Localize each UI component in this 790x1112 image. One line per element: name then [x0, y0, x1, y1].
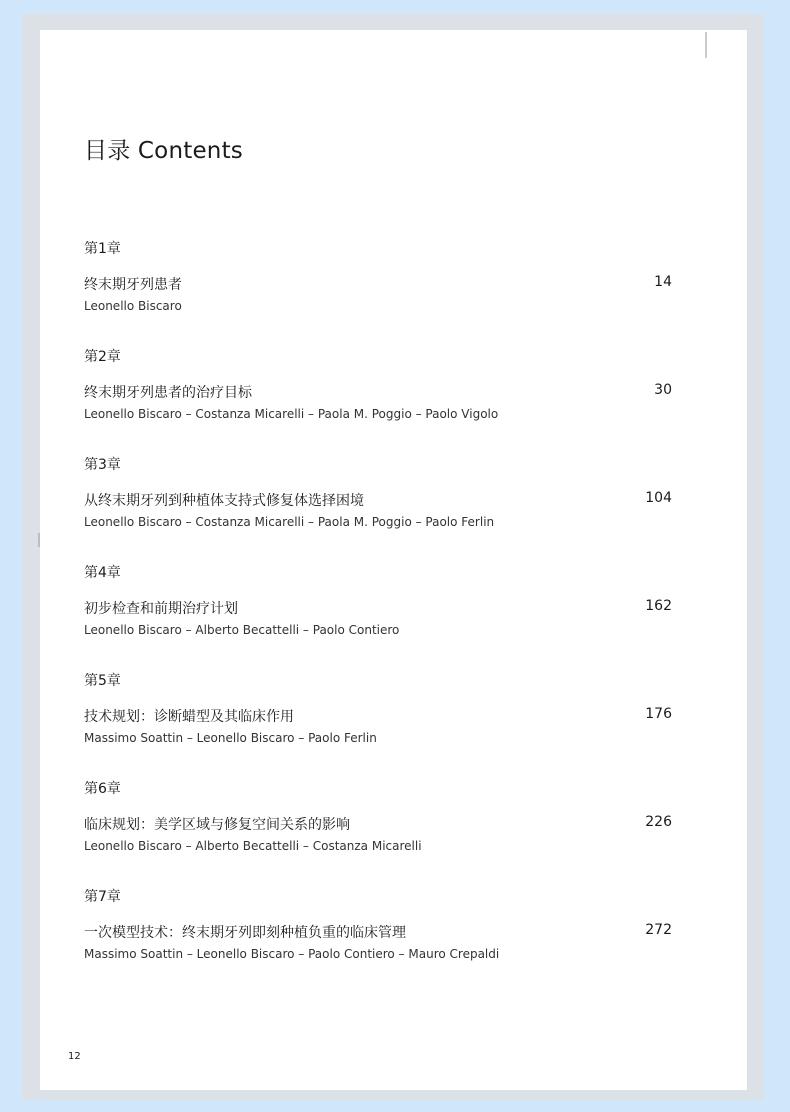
chapter-page-number: 162 [645, 598, 672, 614]
chapter-page-number: 30 [654, 382, 672, 398]
chapter-authors: Leonello Biscaro – Costanza Micarelli – Paola M. Poggio – Paolo Vigolo [84, 407, 499, 421]
chapter-page-number: 272 [645, 922, 672, 938]
chapter-authors: Leonello Biscaro – Alberto Becattelli – Costanza Micarelli [84, 839, 422, 853]
chapter-page-number: 14 [654, 274, 672, 290]
page-edge-mark [705, 32, 707, 58]
chapter-title: 技术规划：诊断蜡型及其临床作用 [84, 709, 294, 725]
chapter-page-number: 104 [645, 490, 672, 506]
toc-entry-2[interactable] [84, 346, 672, 454]
document-page [40, 30, 747, 1090]
toc-entry-6[interactable] [84, 778, 672, 886]
chapter-label: 第2章 [84, 349, 121, 365]
chapter-title: 一次模型技术：终末期牙列即刻种植负重的临床管理 [84, 925, 406, 941]
toc-entry-5[interactable] [84, 670, 672, 778]
page-number: 12 [68, 1051, 81, 1062]
chapter-title: 初步检查和前期治疗计划 [84, 601, 238, 617]
chapter-label: 第4章 [84, 565, 121, 581]
chapter-label: 第6章 [84, 781, 121, 797]
toc-entry-1[interactable] [84, 238, 672, 346]
chapter-page-number: 226 [645, 814, 672, 830]
chapter-title: 临床规划：美学区域与修复空间关系的影响 [84, 817, 350, 833]
contents-title: 目录 Contents [84, 138, 243, 164]
chapter-label: 第3章 [84, 457, 121, 473]
chapter-authors: Massimo Soattin – Leonello Biscaro – Paolo Contiero – Mauro Crepaldi [84, 947, 500, 961]
toc-entry-4[interactable] [84, 562, 672, 670]
chapter-authors: Massimo Soattin – Leonello Biscaro – Paolo Ferlin [84, 731, 377, 745]
chapter-title: 终末期牙列患者的治疗目标 [84, 385, 252, 401]
chapter-title: 终末期牙列患者 [84, 277, 182, 293]
toc-entry-3[interactable] [84, 454, 672, 562]
toc-entry-7[interactable] [84, 886, 672, 994]
chapter-page-number: 176 [645, 706, 672, 722]
chapter-authors: Leonello Biscaro [84, 299, 182, 313]
table-of-contents [84, 238, 672, 994]
chapter-label: 第7章 [84, 889, 121, 905]
chapter-label: 第5章 [84, 673, 121, 689]
chapter-title: 从终末期牙列到种植体支持式修复体选择困境 [84, 493, 364, 509]
chapter-authors: Leonello Biscaro – Alberto Becattelli – Paolo Contiero [84, 623, 400, 637]
chapter-label: 第1章 [84, 241, 121, 257]
chapter-authors: Leonello Biscaro – Costanza Micarelli – Paola M. Poggio – Paolo Ferlin [84, 515, 495, 529]
